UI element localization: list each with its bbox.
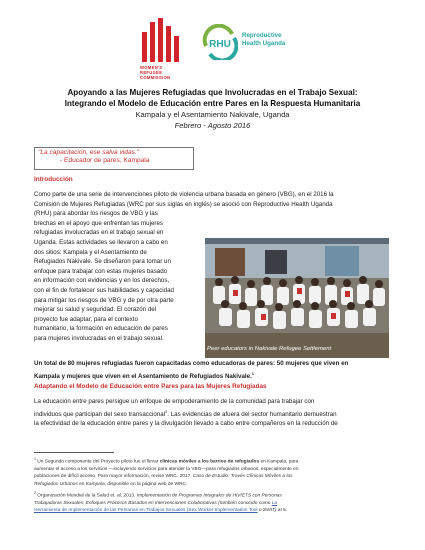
- location-subtitle: Kampala y el Asentamiento Nakivale, Uganda: [135, 110, 290, 119]
- group-photo: [205, 238, 389, 358]
- rhu-circle-icon: [202, 24, 238, 60]
- quote-attribution: - Educador de pares, Kampala: [60, 157, 150, 164]
- footnote-link[interactable]: Herramienta de Implementación de las Personas en Trabajos Sexuales (Sex Worker Implementation Tool: [34, 508, 258, 514]
- footnote-1: $^1$ Un Segundo componente del Proyecto piloto fue el llevar clínicas móviles a los barrios de refugiados en Kampala, para aumentar el acceso a los servicios —incluyendo servicios para atender la VBG—para refugiados urbanos, especialmente en poblaciones de difícil acceso. Para mayor información, revise WRC. 2017. Caso de Estudio: Través Clínicas Móviles a los Refugiados Urbanos en Kampala, disponible en la página web de WRC.: [34, 457, 299, 487]
- footnote-link[interactable]: La: [271, 501, 278, 506]
- intro-heading: Introducción: [34, 176, 73, 183]
- quote-text: "La capacitación, ese salva vidas.": [38, 149, 140, 156]
- dates-subtitle: Febrero - Agosto 2016: [174, 121, 251, 130]
- section-2-paragraph: La educación entre pares persigue un enfoque de empoderamiento de la comunidad para trabajar con individuos que participan del sexo transaccional$^2$. Las evidencias de afuera del sector humanitario demuestran la efectividad de la educación entre pares y la divulgación llevado a cabo entre compañeros en la reducción de: [34, 398, 338, 428]
- footnote-rule: [34, 452, 114, 453]
- svg-text:RHU: RHU: [209, 39, 231, 50]
- wrc-logo-text: WOMEN'S REFUGEE COMMISSION: [140, 65, 171, 80]
- wrc-logo: [136, 18, 186, 80]
- wrc-bars-icon: [142, 18, 182, 62]
- photo-caption: Peer educators in Nakivale Refugee Settlement: [207, 346, 332, 352]
- title-line-2: Integrando el Modelo de Educación entre Pares en la Respuesta Humanitaria: [64, 99, 361, 108]
- section-2-heading: Adaptando el Modelo de Educación entre Pares para las Mujeres Refugiadas: [34, 383, 267, 390]
- rhu-logo-text: Reproductive Health Uganda: [242, 32, 286, 47]
- footnote-2: $^2$ Organización Mundial de la Salud et. al. 2013. Implementación de Programas Integrales de HIV/ETS con Personas Trabajadoras Sexuales: Enfoques Prácticos Basados en Intervenciones Colaborativas (también conocido como La Herramienta de Implementación de las Personas en Trabajos Sexuales (Sex Worker Implementation Tool o SWIT) at 5.: [34, 491, 288, 514]
- title-line-1: Apoyando a las Mujeres Refugiadas que Involucradas en el Trabajo Sexual:: [67, 88, 358, 97]
- rhu-logo: [202, 24, 322, 64]
- summary-paragraph: Un total de 80 mujeres refugiadas fueron capacitadas como educadoras de pares: 50 mujeres que viven en Kampala y mujeres que viven en el Asentamiento de Refugiados Nakivale.$^1$: [34, 360, 349, 380]
- intro-paragraph: Como parte de una serie de intervenciones piloto de violencia urbana basada en género (VBG), en el 2016 la Comisión de Mujeres Refugiadas (WRC por sus siglas en inglés) se asoció con Reproductive Health Uganda (RHU) para abordar los riesgos de VBG y las brechas en el apoyo que enfrentan las mujeres refugiadas involucradas en el trabajo sexual en Uganda. Estas actividades se llevaron a cabo en dos sitios: Kampala y el Asentamiento de Refugiados Nakivale. Se diseñaron para tomar un enfoque para trabajar con estas mujeres basado en información con evidencias y en los derechos, con el fin de fortalecer sus habilidades y capacidad para mitigar los riesgos de VBG y de por otra parte mejorar su salud y seguridad. El corazón del proyecto fue adaptar, para el contexto humanitario, la formación en educación de pares para mujeres involucradas en el trabajo sexual.: [34, 191, 334, 342]
